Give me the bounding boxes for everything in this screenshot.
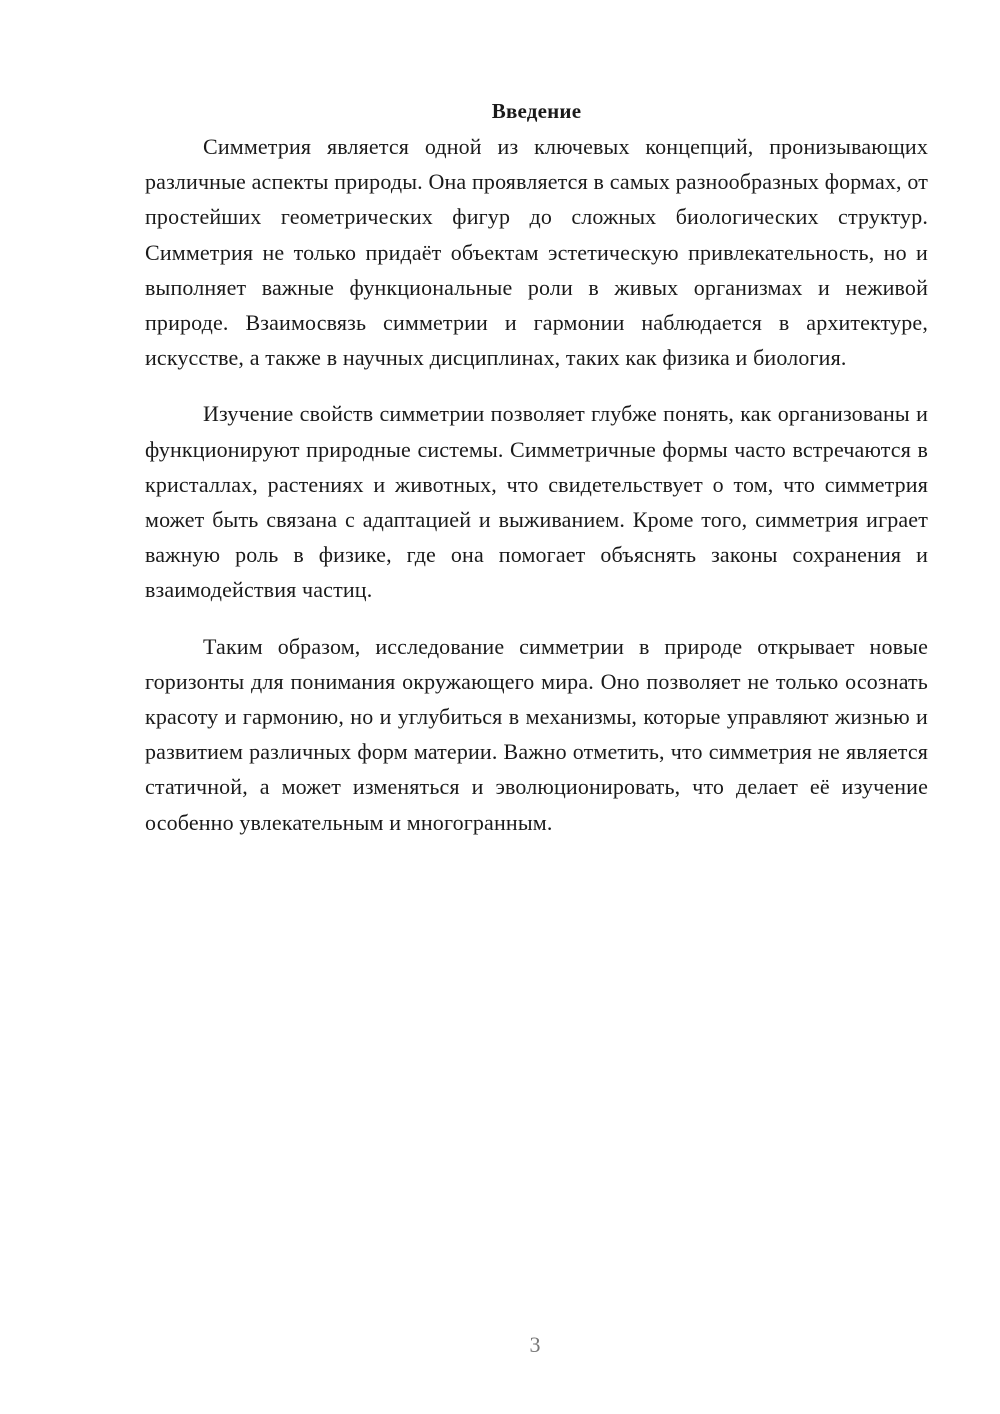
page-number: 3 (529, 1332, 541, 1357)
paragraph: Таким образом, исследование симметрии в природе открывает новые горизонты для понимания окружающего мира. Оно позволяет не только осознать красоту и гармонию, но и углубиться в механизмы, которые управляют жизнью и развитием различных форм материи. Важно отметить, что симметрия не является статичной, а может изменяться и эволюционировать, что делает её изучение особенно увлекательным и многогранным. (145, 633, 928, 835)
paragraph: Симметрия является одной из ключевых концепций, пронизывающих различные аспекты природы. Она проявляется в самых разнообразных формах, от простейших геометрических фигур до сложных биологических структур. Симметрия не только придаёт объектам эстетическую привлекательность, но и выполняет важные функциональные роли в живых организмах и неживой природе. Взаимосвязь симметрии и гармонии наблюдается в архитектуре, искусстве, а также в научных дисциплинах, таких как физика и биология. (145, 134, 928, 371)
paragraph: Изучение свойств симметрии позволяет глубже понять, как организованы и функционируют природные системы. Симметричные формы часто встречаются в кристаллах, растениях и животных, что свидетельствует о том, что симметрия может быть связана с адаптацией и выживанием. Кроме того, симметрия играет важную роль в физике, где она помогает объяснять законы сохранения и взаимодействия частиц. (145, 401, 928, 603)
page-content (145, 94, 928, 840)
section-heading: Введение (491, 99, 582, 123)
